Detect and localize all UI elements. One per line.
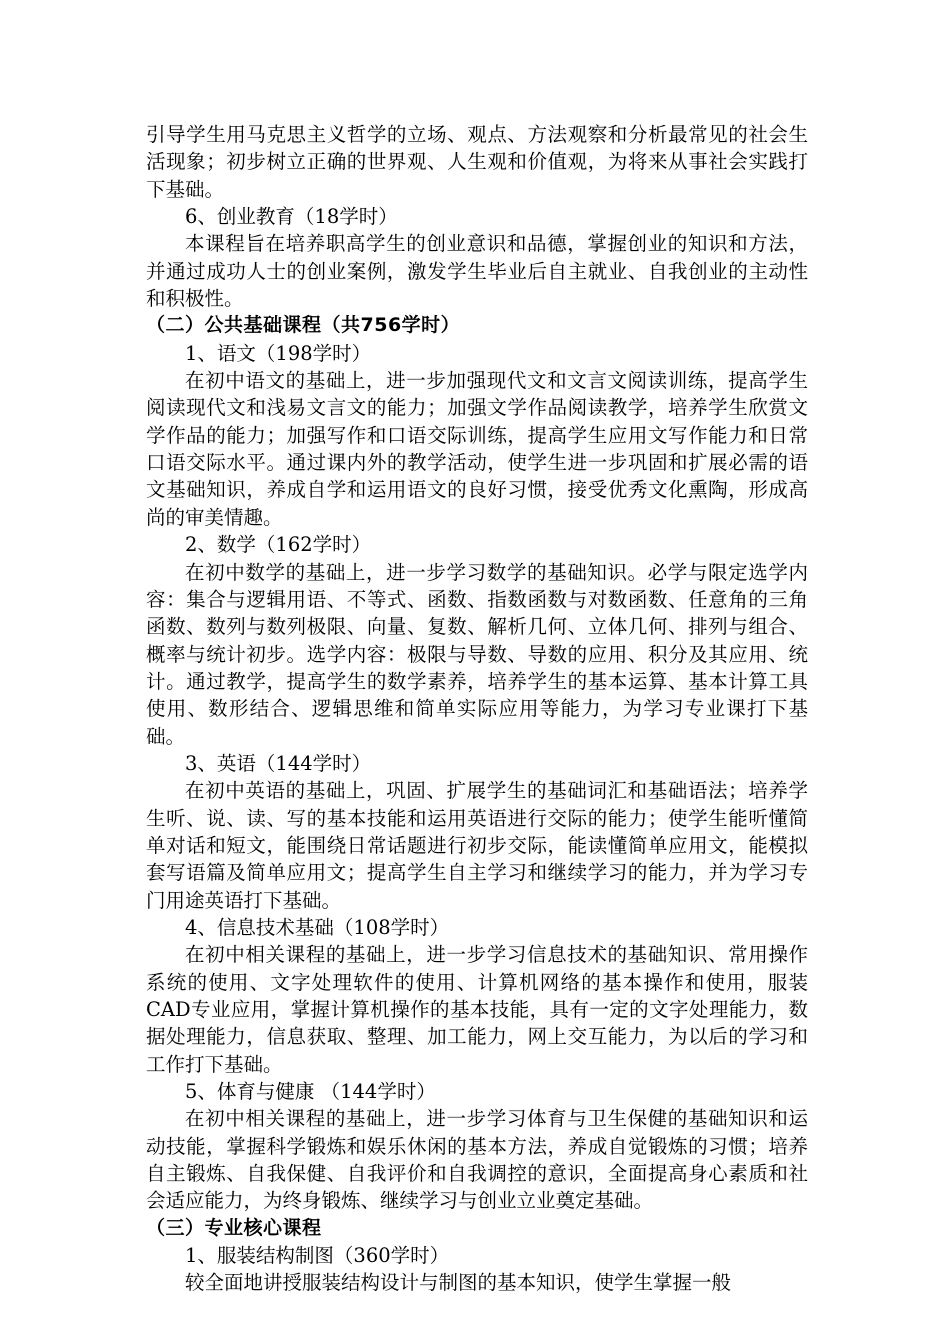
course-title-entrepreneurship: 6、创业教育（18学时） xyxy=(185,205,398,229)
course-title-english: 3、英语（144学时） xyxy=(185,751,372,775)
course-title-pe-health: 5、体育与健康 （144学时） xyxy=(185,1080,436,1104)
section-heading-public-basic-courses: （二）公共基础课程（共756学时） xyxy=(146,314,461,337)
paragraph-garment-drafting: 较全面地讲授服装结构设计与制图的基本知识，使学生掌握一般 xyxy=(185,1271,732,1295)
paragraph-pe-health: 在初中相关课程的基础上，进一步学习体育与卫生保健的基础知识和运动技能，掌握科学锻炼和娱乐休闲的基本方法，养成自觉锻炼的习惯；培养自主锻炼、自我保健、自我评价和自我调控的意识，全面提高身心素质和社会适应能力，为终身锻炼、继续学习与创业立业奠定基础。 xyxy=(146,1107,808,1213)
paragraph-entrepreneurship: 本课程旨在培养职高学生的创业意识和品德，掌握创业的知识和方法，并通过成功人士的创业案例，激发学生毕业后自主就业、自我创业的主动性和积极性。 xyxy=(146,232,808,311)
paragraph-chinese: 在初中语文的基础上，进一步加强现代文和文言文阅读训练，提高学生阅读现代文和浅易文言文的能力；加强文学作品阅读教学，培养学生欣赏文学作品的能力；加强写作和口语交际训练，提高学生应用文写作能力和日常口语交际水平。通过课内外的教学活动，使学生进一步巩固和扩展必需的语文基础知识，养成自学和运用语文的良好习惯，接受优秀文化熏陶，形成高尚的审美情趣。 xyxy=(146,369,808,529)
section-heading-core-courses: （三）专业核心课程 xyxy=(146,1216,322,1239)
course-title-it-basics: 4、信息技术基础（108学时） xyxy=(185,915,450,939)
paragraph-it-basics: 在初中相关课程的基础上，进一步学习信息技术的基础知识、常用操作系统的使用、文字处理软件的使用、计算机网络的基本操作和使用，服装CAD专业应用，掌握计算机操作的基本技能，具有一定的文字处理能力，数据处理能力，信息获取、整理、加工能力，网上交互能力，为以后的学习和工作打下基础。 xyxy=(146,943,808,1076)
paragraph-philosophy-continued: 引导学生用马克思主义哲学的立场、观点、方法观察和分析最常见的社会生活现象；初步树立正确的世界观、人生观和价值观，为将来从事社会实践打下基础。 xyxy=(146,123,808,201)
course-title-math: 2、数学（162学时） xyxy=(185,533,372,557)
paragraph-math: 在初中数学的基础上，进一步学习数学的基础知识。必学与限定选学内容：集合与逻辑用语、不等式、函数、指数函数与对数函数、任意角的三角函数、数列与数列极限、向量、复数、解析几何、立体几何、排列与组合、概率与统计初步。选学内容：极限与导数、导数的应用、积分及其应用、统计。通过教学，提高学生的数学素养，培养学生的基本运算、基本计算工具使用、数形结合、逻辑思维和简单实际应用等能力，为学习专业课打下基础。 xyxy=(146,560,808,748)
paragraph-english: 在初中英语的基础上，巩固、扩展学生的基础词汇和基础语法；培养学生听、说、读、写的基本技能和运用英语进行交际的能力；使学生能听懂简单对话和短文，能围绕日常话题进行初步交际，能读懂简单应用文，能模拟套写语篇及简单应用文；提高学生自主学习和继续学习的能力，并为学习专门用途英语打下基础。 xyxy=(146,779,808,912)
document-page xyxy=(146,121,808,1297)
course-title-garment-drafting: 1、服装结构制图（360学时） xyxy=(185,1244,450,1268)
course-title-chinese: 1、语文（198学时） xyxy=(185,341,372,365)
